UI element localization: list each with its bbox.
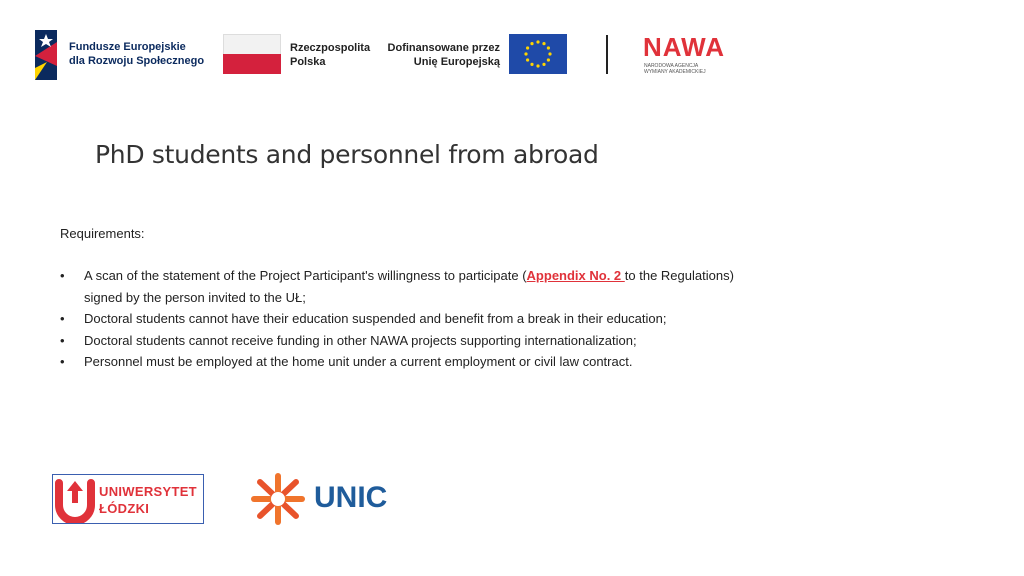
polish-flag-icon: [223, 34, 281, 74]
bullet: •: [60, 311, 65, 326]
eu-line-1: Dofinansowane przez: [387, 42, 500, 54]
slide-title: PhD students and personnel from abroad: [95, 140, 599, 169]
item-4-text: Personnel must be employed at the home unit under a current employment or civil law contract.: [84, 354, 633, 369]
eu-funding-label: [380, 41, 500, 69]
nawa-sub-1: NARODOWA AGENCJA: [644, 63, 699, 69]
nawa-sub-2: WYMIANY AKADEMICKIEJ: [644, 69, 706, 75]
item-1-before: A scan of the statement of the Project Participant's willingness to participate (: [84, 268, 527, 283]
poland-label: [290, 41, 370, 69]
appendix-link[interactable]: Appendix No. 2: [526, 268, 625, 283]
bullet: •: [60, 354, 65, 369]
nawa-logo: [643, 33, 743, 78]
unic-logo: [250, 470, 390, 528]
header-divider: [606, 35, 608, 74]
fe-line-2: dla Rozwoju Społecznego: [69, 55, 205, 67]
unic-wordmark: UNIC: [314, 481, 388, 514]
nawa-wordmark: NAWA: [643, 32, 725, 62]
ul-line-1: UNIWERSYTET: [99, 484, 197, 499]
item-2-text: Doctoral students cannot have their education suspended and benefit from a break in their education;: [84, 311, 667, 326]
item-3-text: Doctoral students cannot receive funding in other NAWA projects supporting internationalization;: [84, 332, 637, 348]
bullet: •: [60, 332, 65, 348]
bullet: •: [60, 268, 65, 283]
list-item: [60, 351, 820, 373]
fundusze-europejskie-logo: [33, 28, 223, 82]
unic-sun-icon: [250, 472, 306, 526]
requirements-label: Requirements:: [60, 226, 145, 241]
ul-emblem-icon: [53, 477, 97, 523]
requirements-list: [60, 265, 820, 373]
item-1-after: to the Regulations): [624, 268, 734, 283]
list-item: [60, 330, 820, 352]
poland-line-1: Rzeczpospolita: [290, 42, 371, 54]
item-1-line-2: signed by the person invited to the UŁ;: [84, 289, 306, 305]
list-item: [60, 308, 820, 330]
ul-line-2: ŁÓDZKI: [99, 501, 150, 516]
uniwersytet-lodzki-logo: [52, 474, 204, 524]
poland-line-2: Polska: [290, 56, 326, 68]
eu-line-2: Unię Europejską: [413, 56, 500, 68]
fe-star-icon: [33, 28, 63, 82]
list-item: [60, 265, 820, 308]
fe-line-1: Fundusze Europejskie: [69, 41, 186, 53]
eu-flag-icon: [509, 34, 567, 74]
